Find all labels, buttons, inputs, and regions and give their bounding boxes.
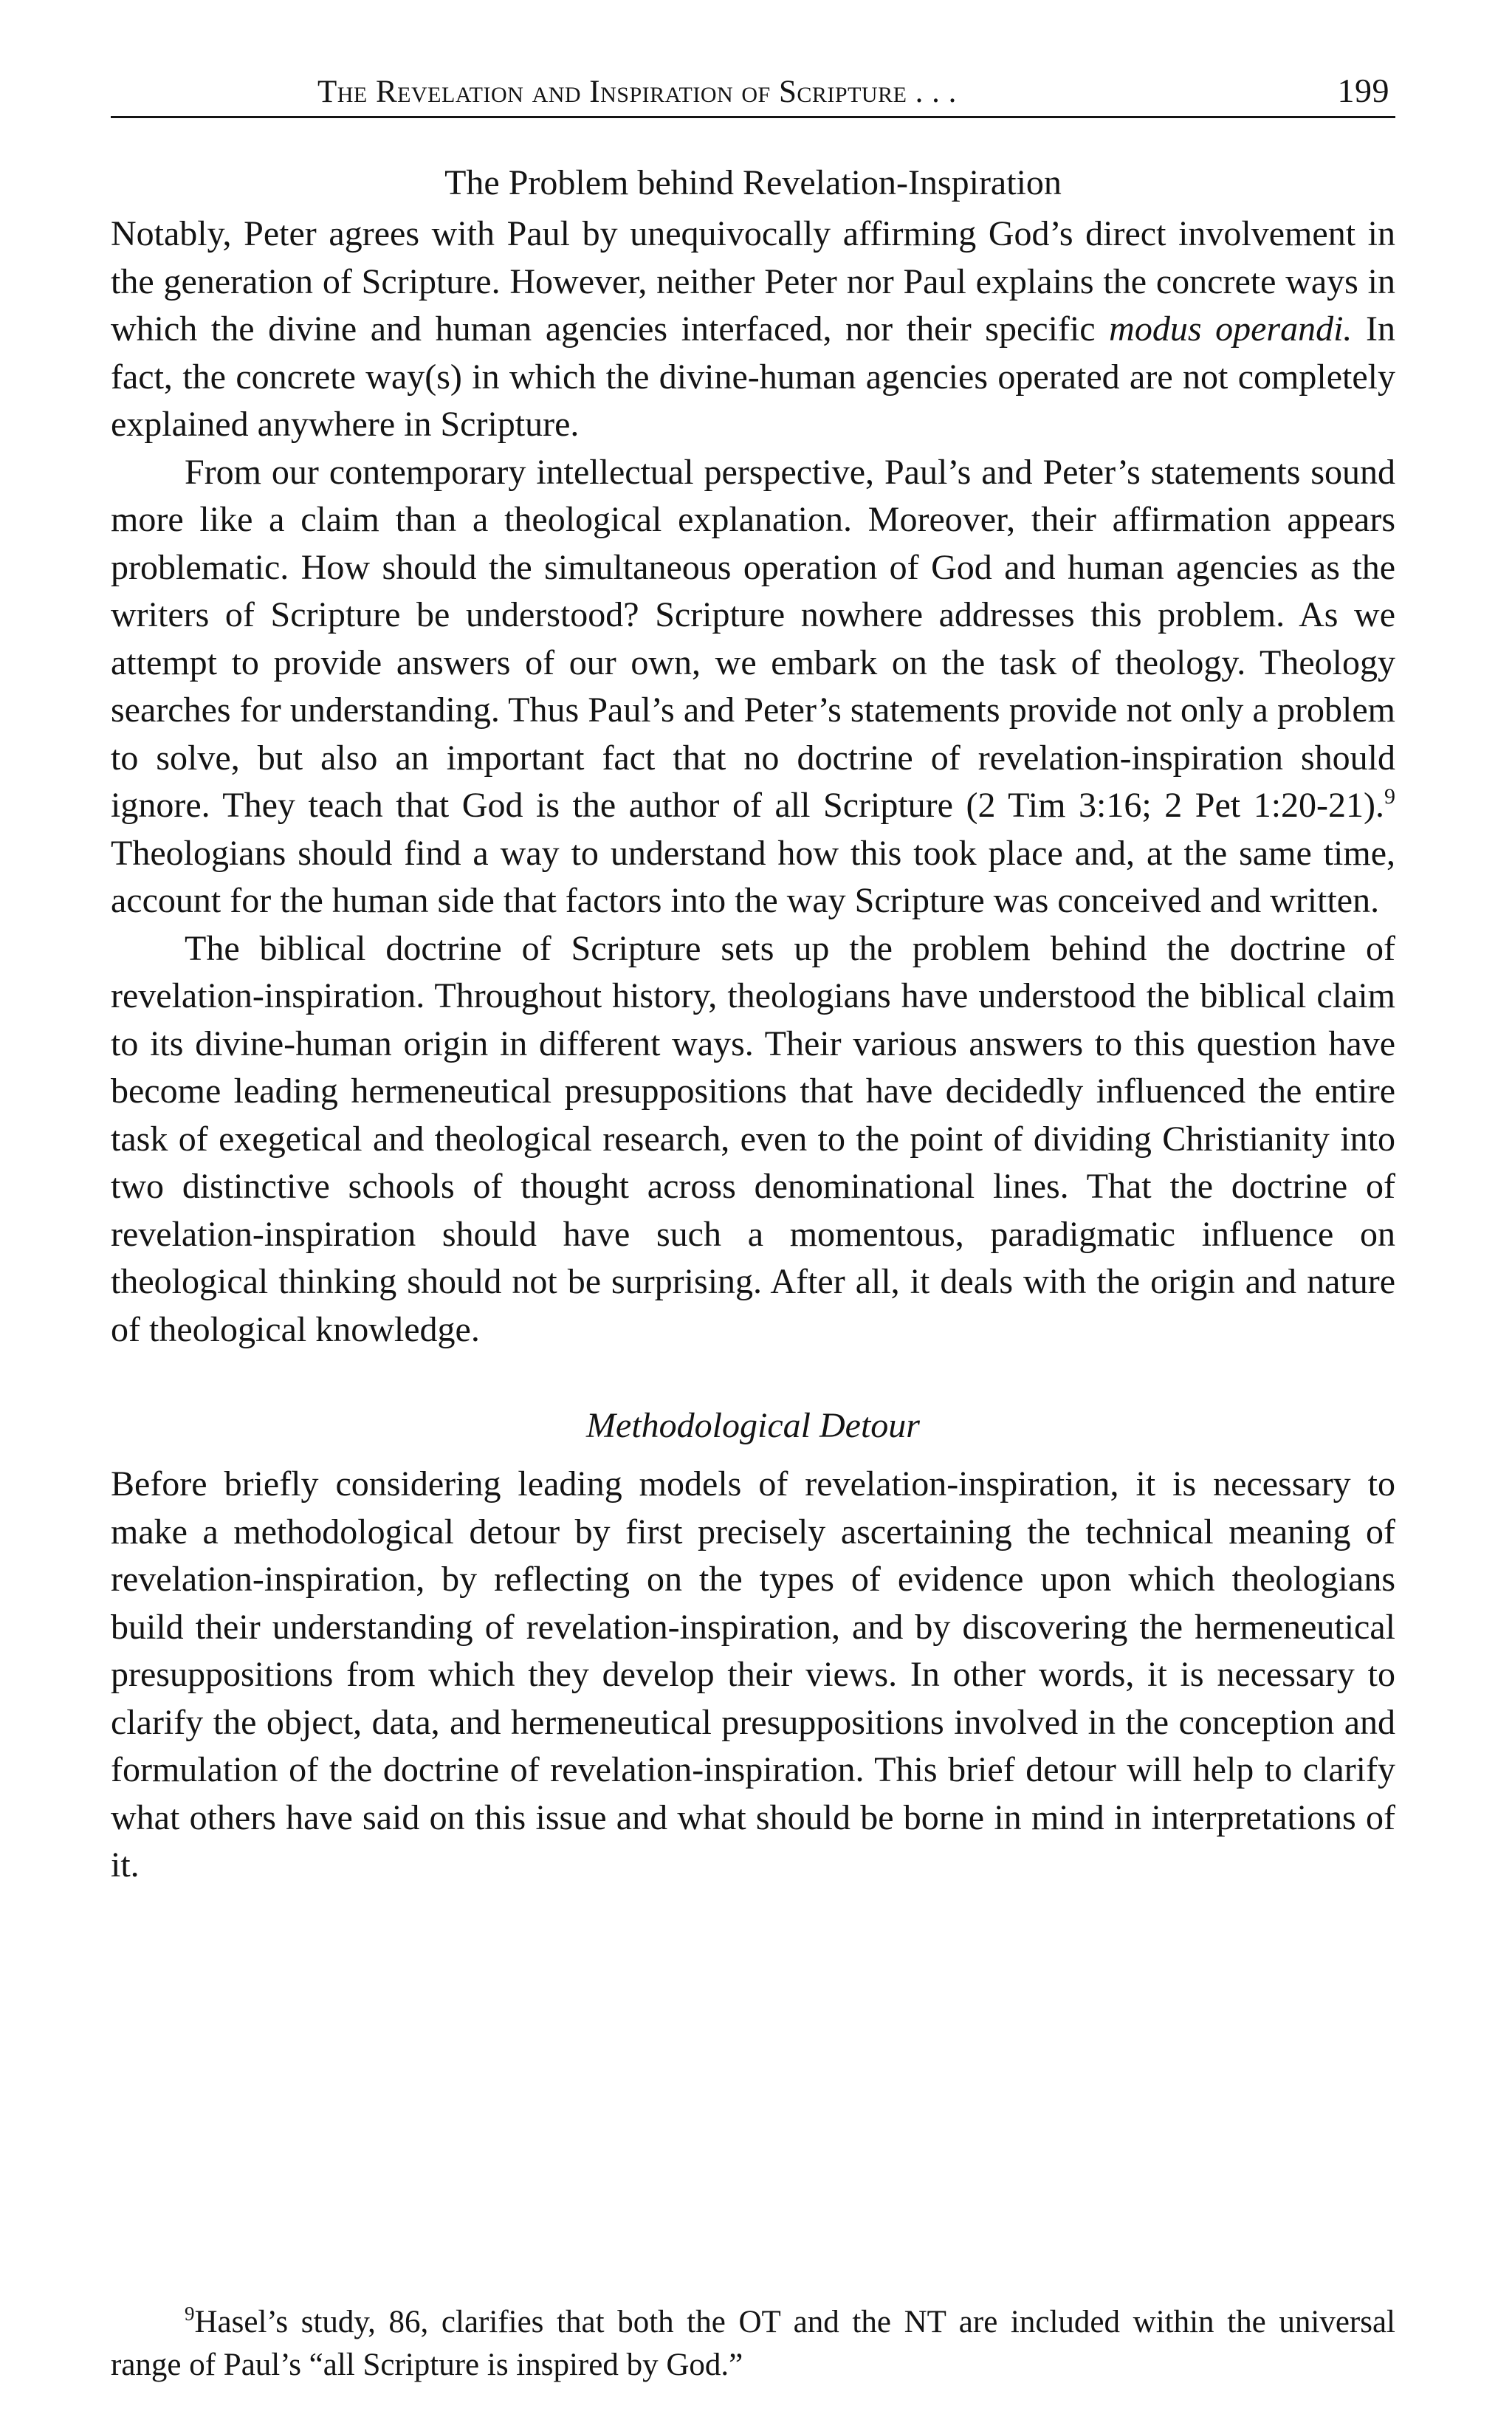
paragraph-1-italic: modus operandi.: [1109, 309, 1353, 349]
footnote-number: 9: [185, 2303, 195, 2325]
page-body: [111, 71, 1395, 1890]
paragraph-1-text-a: Notably, Peter agrees with Paul by unequivocally affirming God’s direct involvement in the generation of Scripture. However, neither Peter nor Paul explains the concrete ways in which the divine and human agencies interfaced, nor their specific: [111, 214, 1395, 349]
footnote-text: Hasel’s study, 86, clarifies that both the OT and the NT are included within the universal range of Paul’s “all Scripture is inspired by God.”: [111, 2305, 1395, 2382]
paragraph-2: [111, 449, 1395, 925]
paragraph-4: Before briefly considering leading models of revelation-inspiration, it is necessary to make a methodological detour by first precisely ascertaining the technical meaning of revelation-inspiration, by reflecting on the types of evidence upon which theologians build their understanding of revelation-inspiration, and by discovering the hermeneutical presuppositions from which they develop their views. In other words, it is necessary to clarify the object, data, and hermeneutical presuppositions involved in the conception and formulation of the doctrine of revelation-inspiration. This brief detour will help to clarify what others have said on this issue and what should be borne in mind in interpretations of it.: [111, 1464, 1395, 1885]
section-heading-problem: The Problem behind Revelation-Inspiration: [444, 163, 1062, 202]
running-header: [111, 71, 1395, 118]
running-header-title: The Revelation and Inspiration of Scripture . . .: [317, 75, 957, 109]
page-number: 199: [1337, 72, 1389, 109]
paragraph-3: The biblical doctrine of Scripture sets up the problem behind the doctrine of revelation-inspiration. Throughout history, theologians have understood the biblical claim to its divine-human origin in different ways. Their various answers to this question have become leading hermeneutical presuppositions that have decidedly influenced the entire task of exegetical and theological research, even to the point of dividing Christianity into two distinctive schools of thought across denominational lines. That the doctrine of revelation-inspiration should have such a momentous, paradigmatic influence on theological thinking should not be surprising. After all, it deals with the origin and nature of theological knowledge.: [111, 928, 1395, 1349]
footnote: [111, 2301, 1395, 2387]
paragraph-2-text-b: Theologians should find a way to understand how this took place and, at the same time, account for the human side that factors into the way Scripture was conceived and written.: [111, 833, 1395, 920]
paragraph-1-text-b: In fact, the concrete way(s) in which the divine-human agencies operated are not completely explained anywhere in Scripture.: [111, 309, 1396, 444]
paragraph-1: [111, 210, 1395, 449]
footnote-reference: 9: [1384, 784, 1395, 809]
section-heading-methodological-detour: Methodological Detour: [586, 1406, 920, 1445]
footnote-9: [111, 2301, 1395, 2387]
paragraph-2-text-a: From our contemporary intellectual perspective, Paul’s and Peter’s statements sound more like a claim than a theological explanation. Moreover, their affirmation appears problematic. How should the simultaneous operation of God and human agencies as the writers of Scripture be understood? Scripture nowhere addresses this problem. As we attempt to provide answers of our own, we embark on the task of theology. Theology searches for understanding. Thus Paul’s and Peter’s statements provide not only a problem to solve, but also an important fact that no doctrine of revelation-inspiration should ignore. They teach that God is the author of all Scripture (2 Tim 3:16; 2 Pet 1:20-21).: [111, 452, 1395, 825]
